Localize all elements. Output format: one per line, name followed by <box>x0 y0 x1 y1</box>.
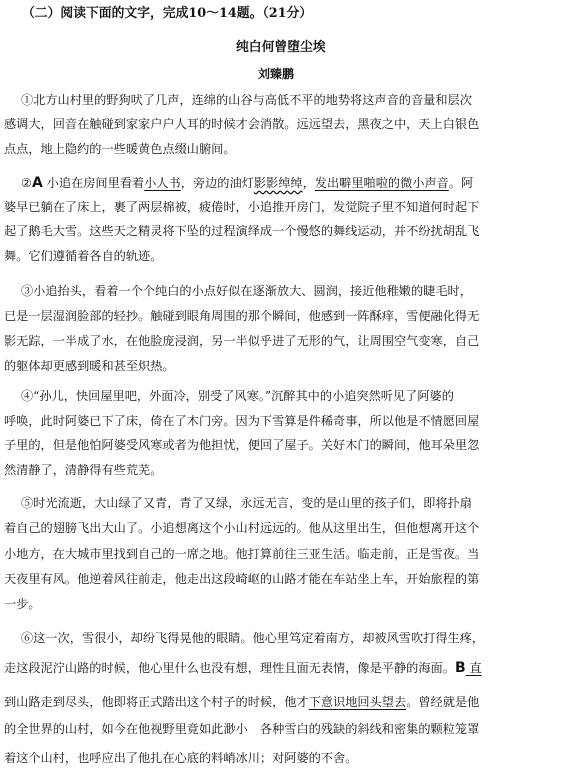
p6-text-c: 到山路走到尽头，他即将正式踏出这个村子的时候，他才 <box>4 695 309 709</box>
underline-xiaorenshu: 小人书 <box>144 176 181 190</box>
mark-a: A <box>31 175 43 191</box>
p6-line-4: 的全世界的山村，如今在他视野里竟如此渺小 各种雪白的残缺的斜线和密集的颗粒笼罩 <box>4 722 480 736</box>
p6-line-5: 着这个山村，也呼应出了他扎在心底的料峭冰川；对阿婆的不舍。 <box>4 751 358 765</box>
p2-line-2: 婆早已躺在了床上，裹了两层棉被，疲倦时，小追推开房门，发觉院子里不知道何时起下 <box>4 200 480 214</box>
p4-line-1: ④“孙儿，快回屋里吧，外面冷，别受了风寒。”沉醉其中的小追突然听见了阿婆的 <box>21 389 454 403</box>
p1-line-2: 感调大，回音在触碰到家家户户人耳的时候才会消散。远远望去，黑夜之中，天上白银色 <box>4 117 480 131</box>
p2-line-1 <box>21 175 473 191</box>
p4-line-3: 子里的，但是他怕阿婆受风寒或者为他担忧，便回了屋子。关好木门的瞬间，他耳朵里忽 <box>4 438 480 452</box>
p1-line-3: 点点，地上隐约的一些暖黄色点缀山腑间。 <box>4 142 236 156</box>
p6-line-2 <box>4 660 482 676</box>
wavy-underline-yingying: 影影绰绰 <box>253 176 303 190</box>
p6-text-a: 走这段泥泞山路的时候，他心里什么也没有想，理性且面无表情，像是平静的海面。 <box>4 661 455 675</box>
p2-text-d: 。阿 <box>448 176 474 190</box>
p6-line-3 <box>4 694 479 710</box>
article-title: 纯白何曾堕尘埃 <box>236 40 326 55</box>
p5-line-2: 着自己的翅膀飞出大山了。小追想离这个小山村远远的。他从这里出生，但他想离开这个 <box>4 521 480 535</box>
p5-line-3: 小地方，在大城市里找到自己的一席之地。他打算前往三亚生活。临走前，正是雪夜。当 <box>4 547 480 561</box>
mark-b: B <box>454 660 466 676</box>
p5-line-5: 一步。 <box>4 597 41 611</box>
p2-marker: ② <box>21 176 32 190</box>
p3-line-2: 已是一层湿润脸部的轻抄。触碰到眼角周围的那个瞬间，他感到一阵酥痒，雪便融化得无 <box>4 309 480 323</box>
p6-text-d: 。曾经就是他 <box>406 695 480 709</box>
p1-line-1: ①北方山村里的野狗吠了几声，连绵的山谷与高低不平的地势将这声音的音量和层次 <box>21 93 472 107</box>
p2-text-b: ，旁边的油灯 <box>180 176 254 190</box>
p4-line-2: 呼唤，此时阿婆已下了床，倚在了木门旁。因为下雪算是件稀奇事，所以他是不情愿回屋 <box>4 414 480 428</box>
underline-sound: 发出噼里啪啦的微小声音 <box>314 176 449 190</box>
p3-line-3: 影无踪，一半成了水，在他脸庞浸润，另一半似乎进了无形的气，让周围空气变寒，自己 <box>4 334 480 348</box>
p5-line-1: ⑤时光流逝，大山绿了又青，青了又绿，永远无言，变的是山里的孩子们，即将扑扇 <box>21 496 472 510</box>
p3-line-1: ③小追抬头，看着一个个纯白的小点好似在逐渐放大、圆润，接近他稚嫩的睫毛时， <box>21 284 472 298</box>
p2-text-c: ， <box>302 176 315 190</box>
p4-line-4: 然清静了，清静得有些荒芜。 <box>4 463 163 477</box>
p5-line-4: 天夜里有风。他逆着风往前走，他走出这段崎岖的山路才能在车站坐上车，开始旅程的第 <box>4 572 480 586</box>
underline-look-back: 下意识地回头望去 <box>308 695 407 709</box>
p3-line-4: 的躯体却更感到暖和甚至炽热。 <box>4 359 175 373</box>
p2-line-4: 舞。它们遵循着各自的轨迹。 <box>4 249 163 263</box>
p6-line-1: ⑥这一次，雪很小，却纷飞得晃他的眼睛。他心里笃定着南方，却被风雪吹打得生疼， <box>21 631 485 645</box>
p2-text-a: 小追在房间里看着 <box>42 176 145 190</box>
article-author: 刘臻鹏 <box>258 67 295 81</box>
p2-line-3: 起了鹅毛大雪。这些天之精灵将下坠的过程演绎成一个慢悠的舞线运动，并不纷扰胡乱飞 <box>4 224 480 238</box>
section-header: （二）阅读下面的文字，完成10～14题。（21分） <box>22 6 313 21</box>
p6-text-b: 直 <box>465 661 482 675</box>
